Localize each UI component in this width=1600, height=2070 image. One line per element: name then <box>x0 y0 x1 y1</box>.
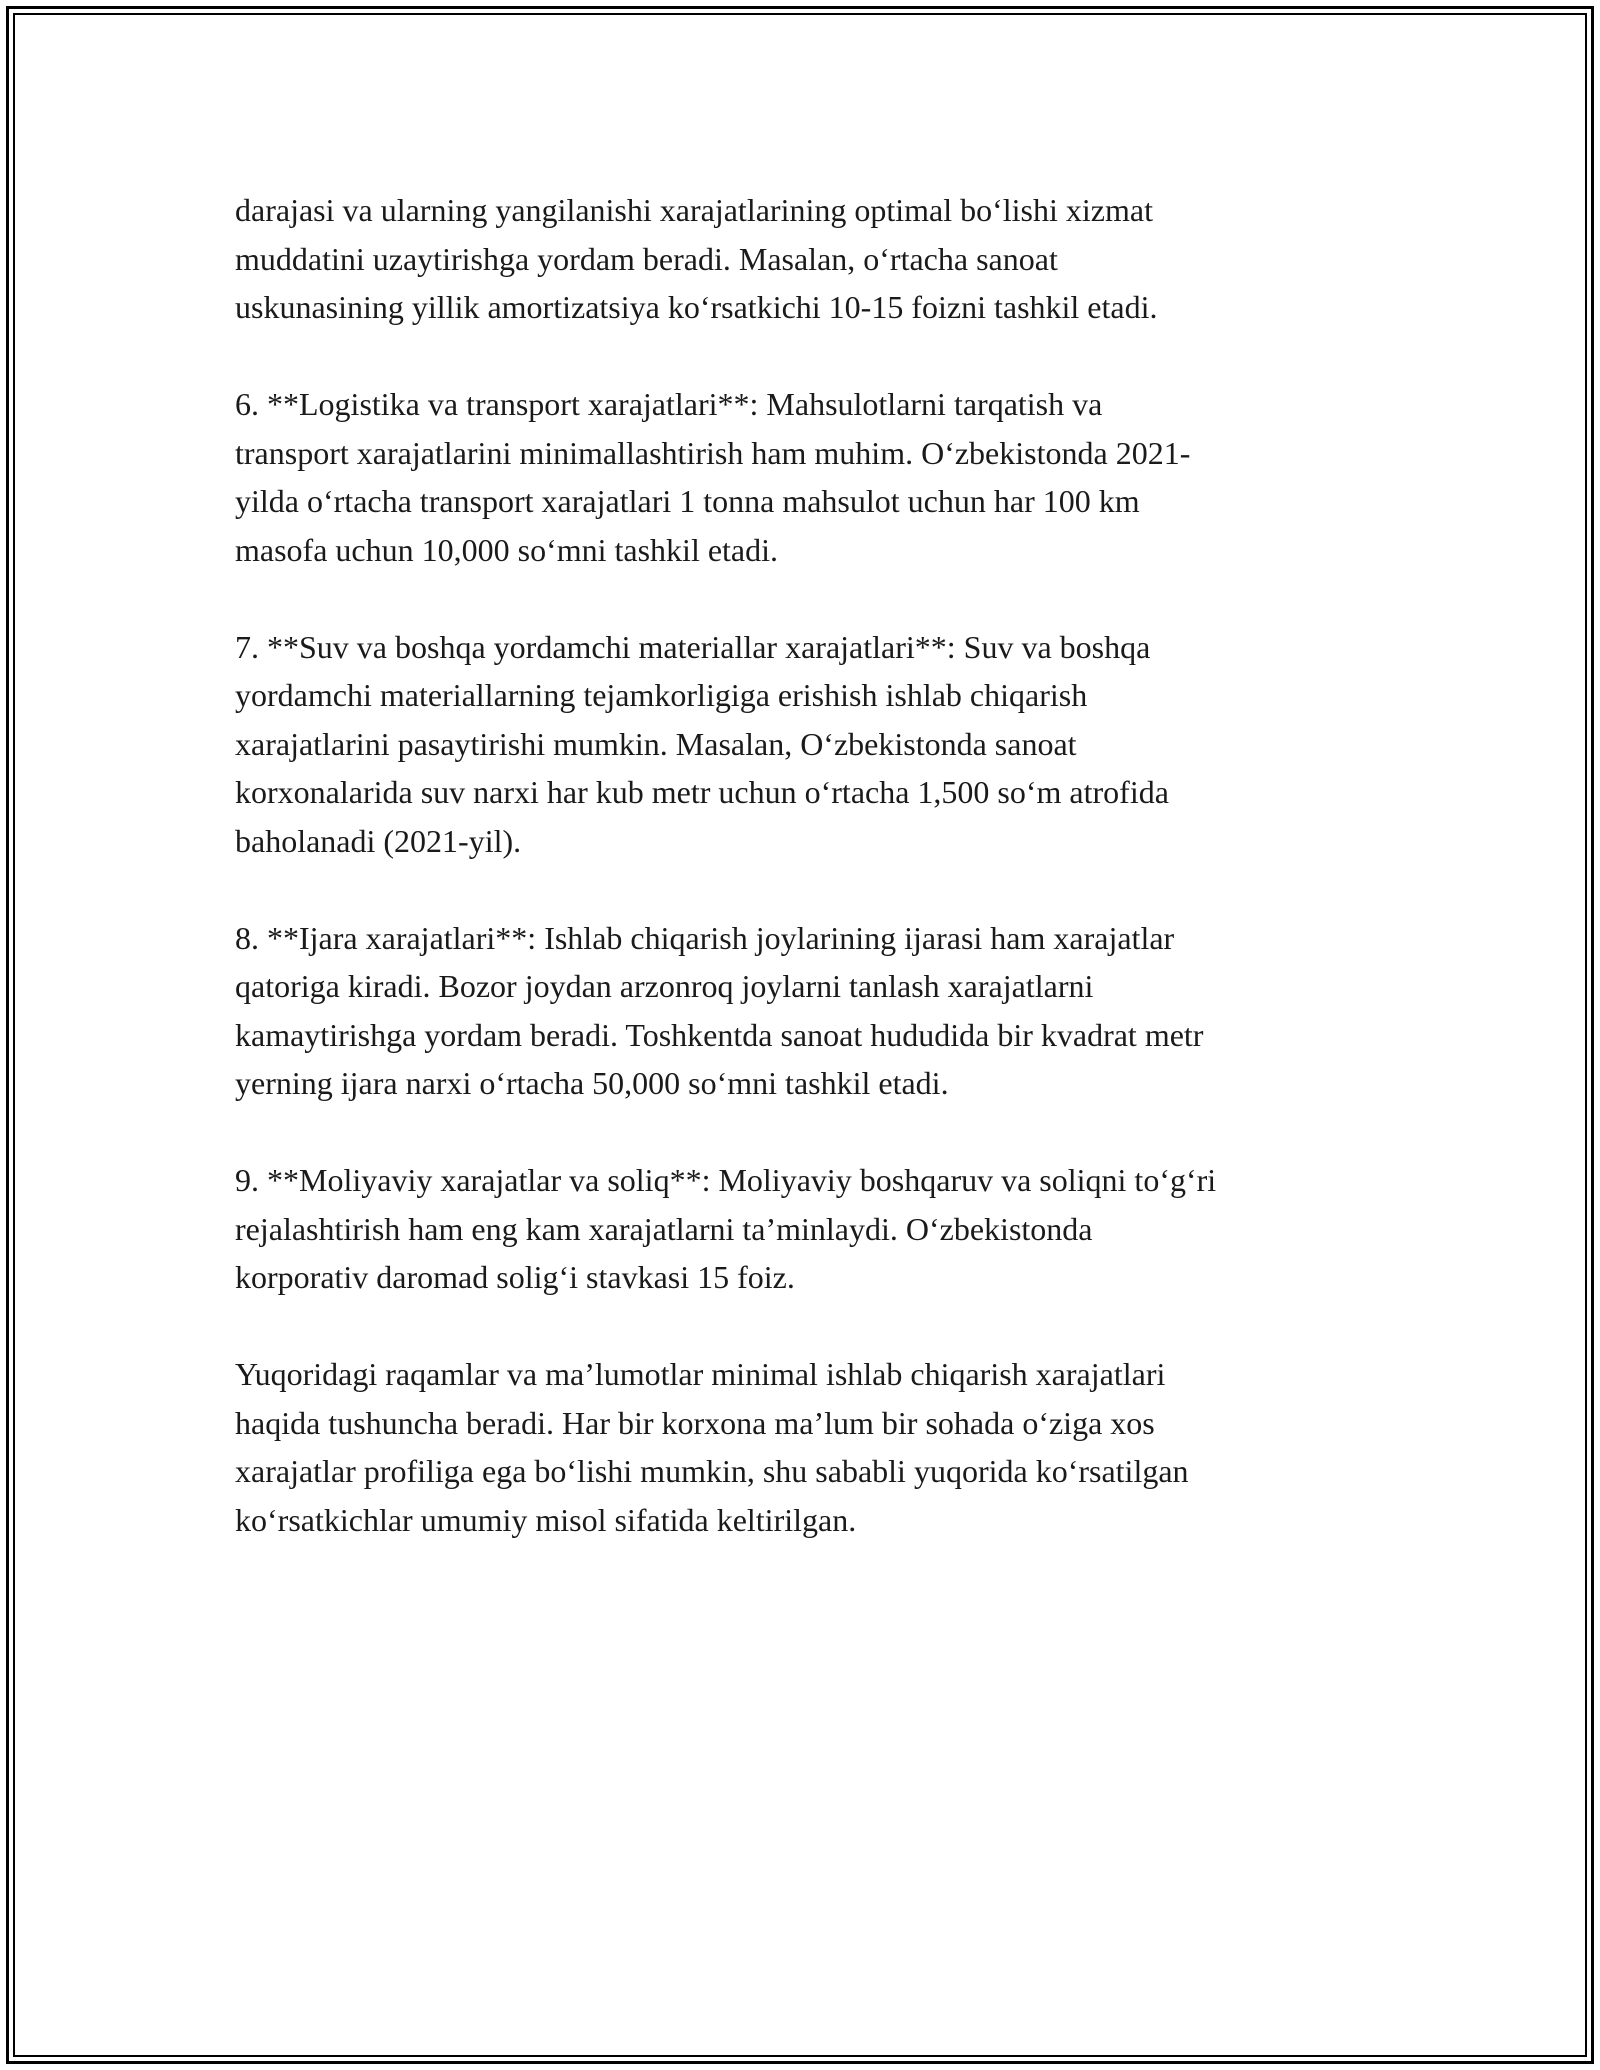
paragraph-conclusion: Yuqoridagi raqamlar va maʼlumotlar minimal ishlab chiqarish xarajatlari haqida tushuncha beradi. Har bir korxona maʼlum bir sohada oʻziga xos xarajatlar profiliga ega boʻlishi mumkin, shu sababli yuqorida koʻrsatilgan koʻrsatkichlar umumiy misol sifatida keltirilgan. <box>235 1356 1189 1538</box>
paragraph-item-7-water: 7. **Suv va boshqa yordamchi materiallar xarajatlari**: Suv va boshqa yordamchi materiallarning tejamkorligiga erishish ishlab chiqarish xarajatlarini pasaytirishi mumkin. Masalan, Oʻzbekistonda sanoat korxonalarida suv narxi har kub metr uchun oʻrtacha 1,500 soʻm atrofida baholanadi (2021-yil). <box>235 628 1169 859</box>
paragraph-item-8-rent: 8. **Ijara xarajatlari**: Ishlab chiqarish joylarining ijarasi ham xarajatlar qatoriga kiradi. Bozor joydan arzonroq joylarni tanlash xarajatlarni kamaytirishga yordam beradi. Toshkentda sanoat hududida bir kvadrat metr yerning ijara narxi oʻrtacha 50,000 soʻmni tashkil etadi. <box>235 919 1204 1101</box>
document-body <box>235 186 1385 1593</box>
paragraph-intro-continuation: darajasi va ularning yangilanishi xarajatlarining optimal boʻlishi xizmat muddatini uzaytirishga yordam beradi. Masalan, oʻrtacha sanoat uskunasining yillik amortizatsiya koʻrsatkichi 10-15 foizni tashkil etadi. <box>235 192 1158 325</box>
paragraph-item-9-finance: 9. **Moliyaviy xarajatlar va soliq**: Moliyaviy boshqaruv va soliqni toʻgʻri rejalashtirish ham eng kam xarajatlarni taʼminlaydi. Oʻzbekistonda korporativ daromad soligʻi stavkasi 15 foiz. <box>235 1162 1217 1295</box>
paragraph-item-6-logistics: 6. **Logistika va transport xarajatlari**: Mahsulotlarni tarqatish va transport xarajatlarini minimallashtirish ham muhim. Oʻzbekistonda 2021- yilda oʻrtacha transport xarajatlari 1 tonna mahsulot uchun har 100 km masofa uchun 10,000 soʻmni tashkil etadi. <box>235 386 1191 568</box>
